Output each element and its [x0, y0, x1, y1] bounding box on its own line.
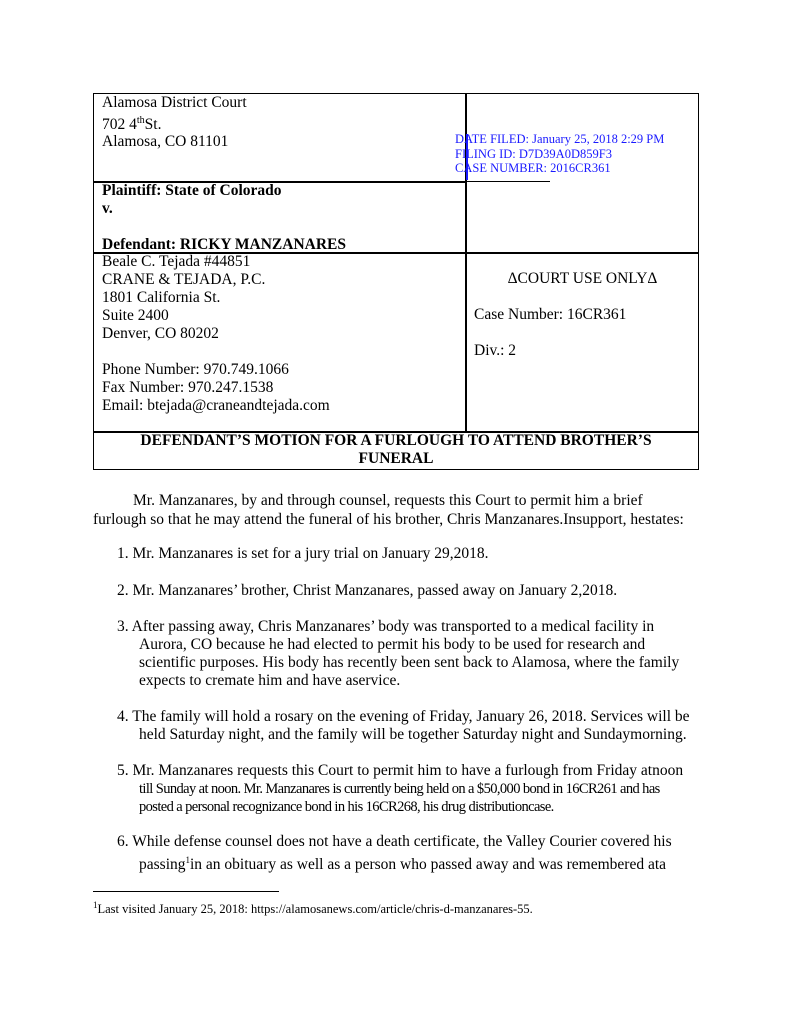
attorney-city: Denver, CO 80202	[102, 325, 219, 342]
attorney-name: Beale C. Tejada #44851	[102, 253, 251, 270]
defendant: Defendant: RICKY MANZANARES	[102, 236, 346, 253]
court-city: Alamosa, CO 81101	[102, 133, 229, 151]
numbered-item-1: 1. Mr. Manzanares is set for a jury trial on January 29,2018.	[117, 545, 489, 562]
numbered-item-5: 5. Mr. Manzanares requests this Court to permit him to have a furlough from Friday atnoon till Sunday at noon. Mr. Manzanares is currently being held on a $50,000 bond in 16CR261 and has posted a personal recognizance bond in his 16CR268, his drug distributioncase.	[117, 762, 684, 815]
attorney-fax: Fax Number: 970.247.1538	[102, 379, 274, 396]
numbered-item-6: 6. While defense counsel does not have a death certificate, the Valley Courier covered his passing$^1$in an obituary as well as a person who passed away and was remembered ata	[117, 833, 672, 874]
intro-paragraph: Mr. Manzanares, by and through counsel, requests this Court to permit him a brief furlough so that he may attend the funeral of his brother, Chris Manzanares.Insupport, hestates:	[93, 492, 684, 528]
court-address	[102, 94, 247, 151]
court-name: Alamosa District Court	[102, 94, 247, 111]
footnote-reference: 1	[185, 855, 190, 865]
case-number: Case Number: 16CR361	[474, 306, 627, 323]
filing-id: FILING ID: D7D39A0D859F3	[455, 146, 612, 161]
attorney-street: 1801 California St.	[102, 289, 221, 306]
attorney-firm: CRANE & TEJADA, P.C.	[102, 271, 266, 288]
stamp-case-number: CASE NUMBER: 2016CR361	[455, 161, 611, 175]
plaintiff: Plaintiff: State of Colorado	[102, 182, 282, 199]
court-use-only: ΔCOURT USE ONLYΔ	[507, 270, 658, 287]
footnote-separator	[93, 891, 279, 892]
versus: v.	[102, 200, 113, 217]
numbered-item-4: 4. The family will hold a rosary on the evening of Friday, January 26, 2018. Services will be held Saturday night, and the family will be together Saturday night and Sundaymorning.	[117, 708, 690, 743]
attorney-suite: Suite 2400	[102, 307, 169, 324]
numbered-item-2: 2. Mr. Manzanares’ brother, Christ Manzanares, passed away on January 2,2018.	[117, 582, 618, 599]
court-street: 702 4thSt.	[102, 114, 162, 133]
attorney-block	[102, 253, 330, 415]
division: Div.: 2	[474, 342, 517, 359]
attorney-email: Email: btejada@craneandtejada.com	[102, 397, 330, 414]
filing-stamp	[455, 132, 664, 176]
date-filed: DATE FILED: January 25, 2018 2:29 PM	[455, 132, 665, 146]
attorney-phone: Phone Number: 970.749.1066	[102, 361, 289, 378]
motion-title: DEFENDANT’S MOTION FOR A FURLOUGH TO ATTEND BROTHER’S FUNERAL	[140, 432, 652, 467]
numbered-item-3: 3. After passing away, Chris Manzanares’ body was transported to a medical facility in Aurora, CO because he had elected to permit his body to be used for research and scientific purposes. His body has recently been sent back to Alamosa, where the family expects to cremate him and have aservice.	[117, 618, 680, 689]
filing-stamp-underline	[458, 181, 550, 182]
footnote: $^1$Last visited January 25, 2018: https://alamosanews.com/article/chris-d-manzanares-55.	[93, 900, 533, 917]
parties-block	[102, 182, 346, 254]
